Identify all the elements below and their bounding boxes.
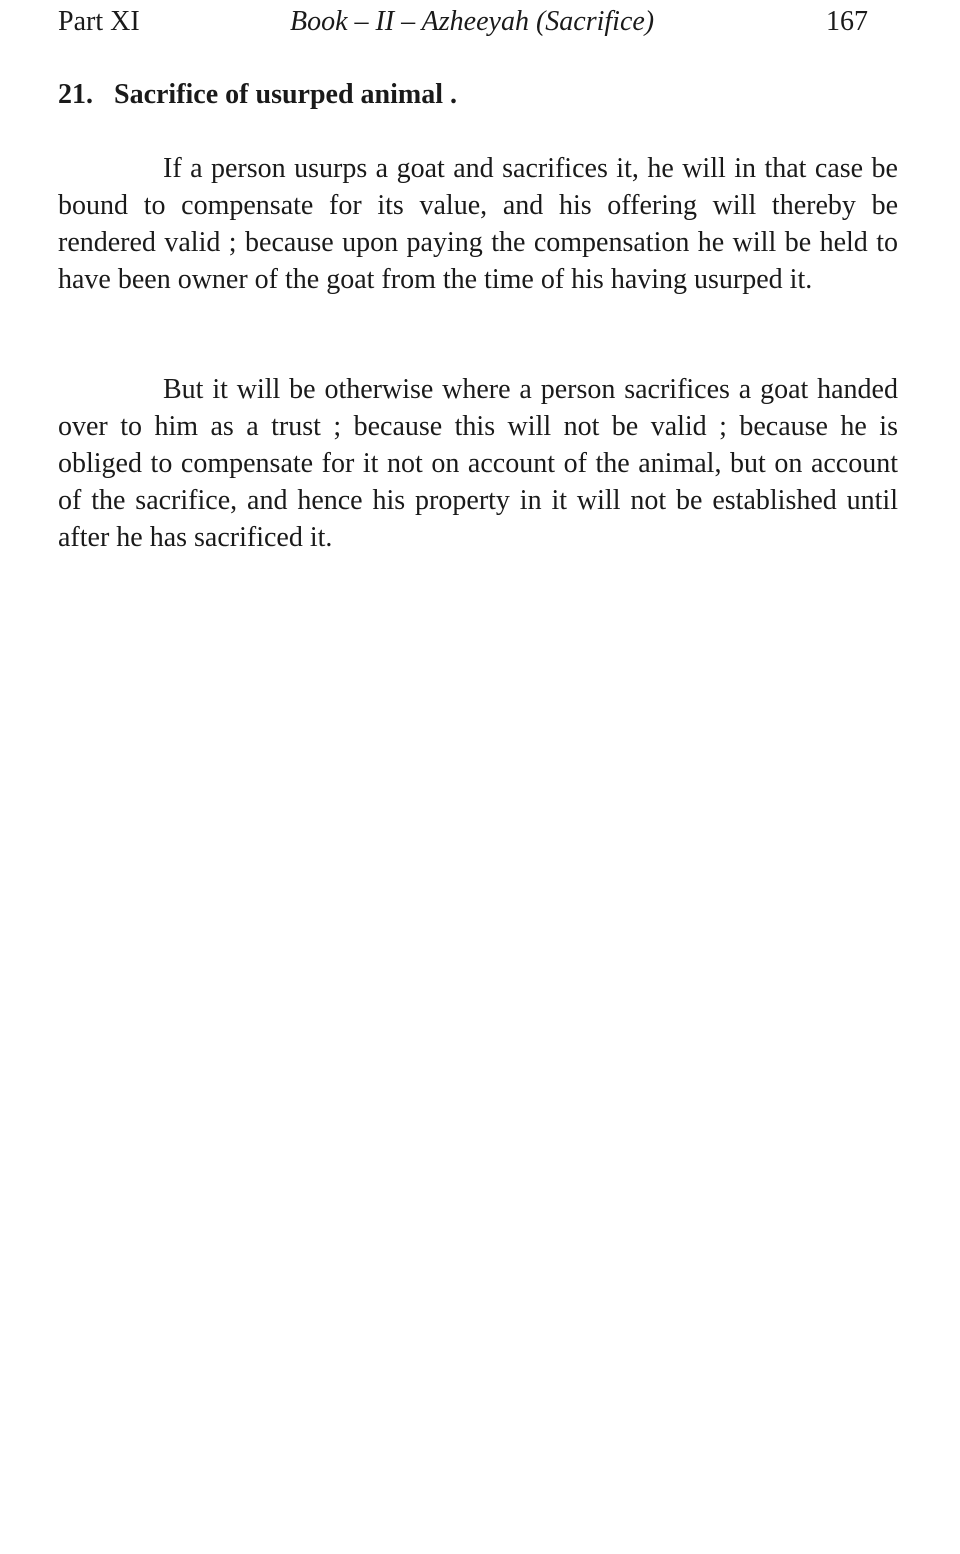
part-label: Part XI <box>58 6 140 37</box>
section-heading <box>58 76 457 114</box>
paragraph-trust-goat: But it will be otherwise where a person sacrifices a goat handed over to him as a trust ; because this will not be valid ; because he is obliged to compensate for it not on account of the animal, but on account of the sacrifice, and hence his property in it will not be established until after he has sacrificed it. <box>58 374 898 553</box>
running-header <box>58 4 898 40</box>
section-number: 21. <box>58 79 93 110</box>
section-title: Sacrifice of usurped animal . <box>114 79 457 110</box>
book-title: Book – II – Azheeyah (Sacrifice) <box>290 6 655 37</box>
page-number: 167 <box>826 6 868 37</box>
paragraph-usurped-goat: If a person usurps a goat and sacrifices it, he will in that case be bound to compensate for its value, and his offering will thereby be rendered valid ; because upon paying the compensation he will be held to have been owner of the goat from the time of his having usurped it. <box>58 153 898 295</box>
